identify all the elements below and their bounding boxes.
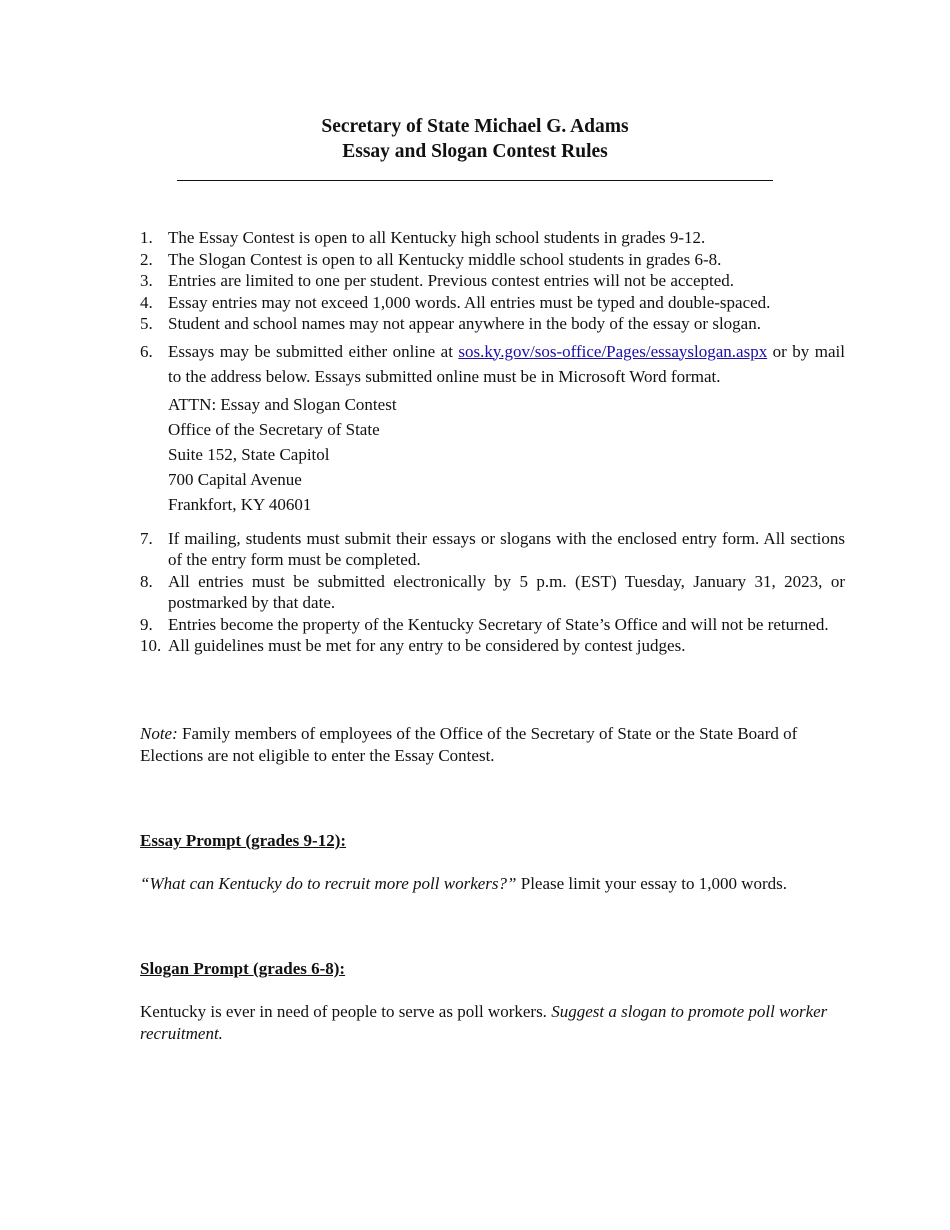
rule-number: 1. — [140, 228, 153, 247]
page-title — [0, 114, 950, 164]
note-label: Note: — [140, 724, 178, 743]
rule-text: Student and school names may not appear anywhere in the body of the essay or slogan. — [168, 314, 761, 333]
address-line: ATTN: Essay and Slogan Contest — [168, 394, 397, 414]
address-line: Suite 152, State Capitol — [168, 444, 330, 464]
rule-item-8 — [140, 571, 845, 614]
essay-prompt-instruction: Please limit your essay to 1,000 words. — [520, 874, 788, 893]
mailing-address — [168, 392, 845, 517]
rule-item-10 — [140, 635, 845, 657]
rule-text-continued: or by mail to the address below. Essays submitted online must be in Microsoft Word format. — [168, 341, 845, 386]
rule-number: 5. — [140, 314, 153, 333]
address-line: Frankfort, KY 40601 — [168, 494, 312, 514]
contest-website-link[interactable]: sos.ky.gov/sos-office/Pages/essayslogan.aspx — [458, 341, 768, 361]
slogan-prompt-heading: Slogan Prompt (grades 6-8): — [140, 959, 346, 978]
rule-text: Entries become the property of the Kentucky Secretary of State’s Office and will not be returned. — [168, 614, 829, 634]
slogan-prompt-text — [140, 1001, 840, 1045]
essay-prompt-heading: Essay Prompt (grades 9-12): — [140, 831, 347, 850]
address-line: Office of the Secretary of State — [168, 419, 380, 439]
rule-number: 7. — [140, 528, 153, 548]
rule-text: Entries are limited to one per student. Previous contest entries will not be accepted. — [168, 271, 735, 290]
eligibility-note — [140, 723, 818, 766]
rule-item-6 — [140, 339, 845, 517]
rule-number: 9. — [140, 614, 153, 634]
slogan-prompt-description: Kentucky is ever in need of people to serve as poll workers. — [140, 1002, 547, 1021]
rule-text: If mailing, students must submit their essays or slogans with the enclosed entry form. All sections of the entry form must be completed. — [168, 528, 845, 569]
address-line: 700 Capital Avenue — [168, 469, 302, 489]
rule-item-7 — [140, 528, 845, 571]
rule-number: 4. — [140, 292, 153, 312]
rule-number: 3. — [140, 271, 153, 290]
title-line-1: Secretary of State Michael G. Adams — [321, 116, 629, 137]
rule-text: Essay entries may not exceed 1,000 words. All entries must be typed and double-spaced. — [168, 292, 771, 312]
rule-text: All entries must be submitted electronically by 5 p.m. (EST) Tuesday, January 31, 2023, or postmarked by that date. — [168, 571, 845, 612]
slogan-prompt-instruction: Suggest a slogan to promote poll worker recruitment. — [140, 1002, 828, 1043]
rule-text: The Essay Contest is open to all Kentucky high school students in grades 9-12. — [168, 228, 706, 247]
rule-item-3 — [140, 270, 845, 292]
note-text: Family members of employees of the Office of the Secretary of State or the State Board of Elections are not eligible to enter the Essay Contest. — [140, 724, 798, 765]
rule-item-2 — [140, 249, 845, 271]
rule-text: Essays may be submitted either online at — [168, 341, 453, 361]
rule-item-4 — [140, 292, 845, 314]
rule-number: 8. — [140, 571, 153, 591]
rule-number: 2. — [140, 249, 153, 269]
rules-list — [140, 227, 845, 657]
rule-item-5 — [140, 313, 845, 335]
rule-number: 10. — [140, 636, 162, 655]
rule-item-1 — [140, 227, 845, 249]
rule-text: All guidelines must be met for any entry to be considered by contest judges. — [168, 636, 686, 655]
title-divider — [177, 180, 773, 181]
rule-number: 6. — [140, 341, 153, 361]
title-line-2: Essay and Slogan Contest Rules — [342, 141, 608, 162]
essay-prompt-question: “What can Kentucky do to recruit more poll workers?” — [140, 874, 517, 893]
rule-item-9 — [140, 614, 845, 636]
rule-text: The Slogan Contest is open to all Kentucky middle school students in grades 6-8. — [168, 249, 722, 269]
essay-prompt-text — [140, 873, 840, 895]
